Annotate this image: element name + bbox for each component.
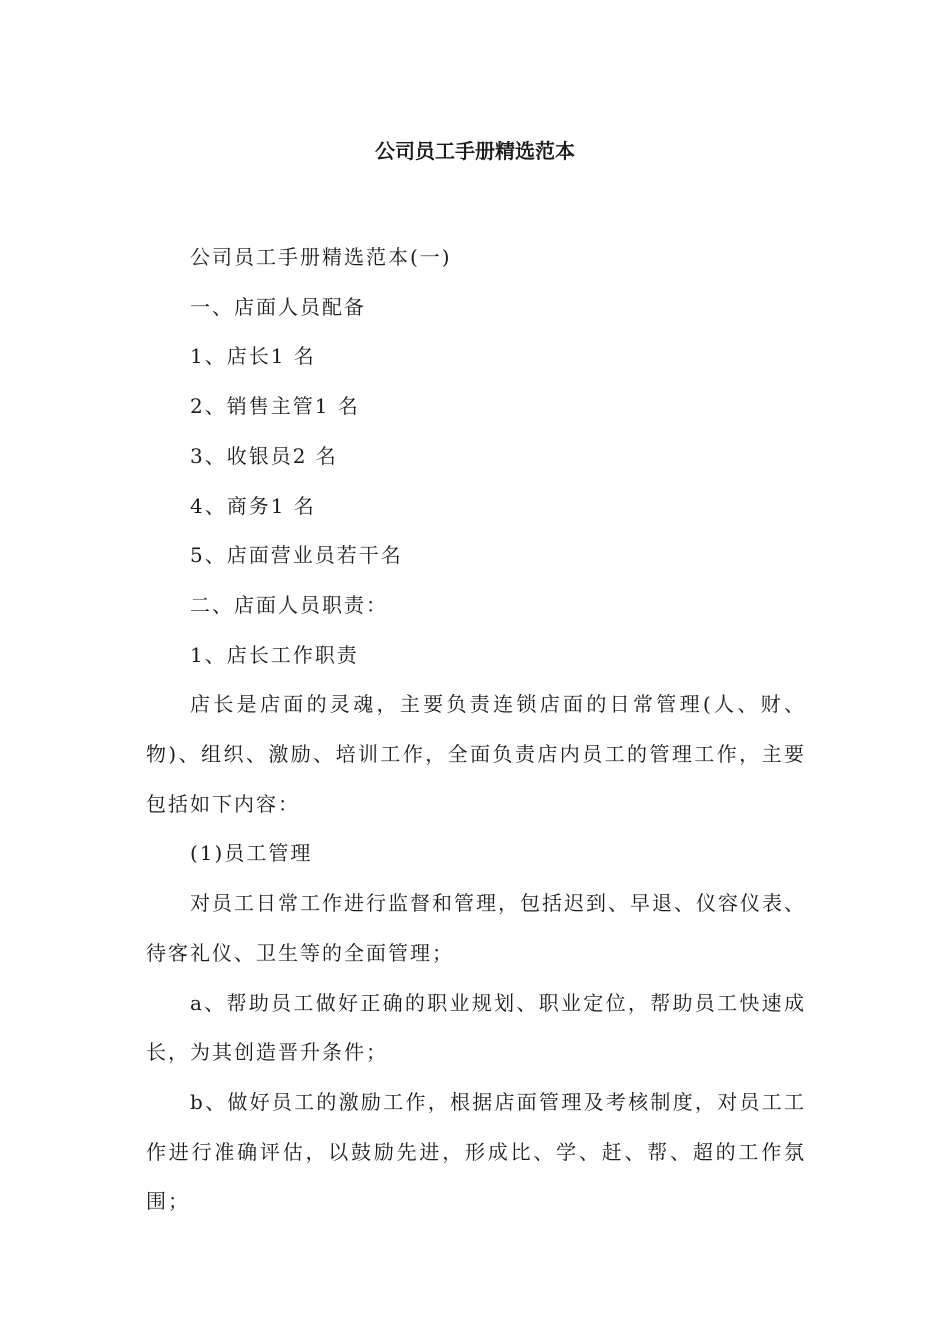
paragraph: 对员工日常工作进行监督和管理，包括迟到、早退、仪容仪表、待客礼仪、卫生等的全面管理； [146,891,806,965]
paragraph: 1、店长1 名 [190,344,316,369]
paragraph: 店长是店面的灵魂，主要负责连锁店面的日常管理(人、财、物)、组织、激励、培训工作，全面负责店内员工的管理工作，主要包括如下内容： [146,692,806,816]
paragraph: 公司员工手册精选范本(一) [190,245,452,269]
paragraph: 3、收银员2 名 [190,443,338,468]
paragraph: (1)员工管理 [190,841,313,866]
document-body [146,233,806,1227]
paragraph: b、做好员工的激励工作，根据店面管理及考核制度，对员工工作进行准确评估，以鼓励先进，形成比、学、赶、帮、超的工作氛围； [146,1089,806,1214]
paragraph: 2、销售主管1 名 [190,394,360,419]
paragraph: 二、店面人员职责： [190,592,388,617]
paragraph: a、帮助员工做好正确的职业规划、职业定位，帮助员工快速成长，为其创造晋升条件； [146,990,806,1065]
paragraph: 4、商务1 名 [190,493,316,518]
paragraph: 5、店面营业员若干名 [190,543,403,568]
document-title: 公司员工手册精选范本 [375,139,575,163]
paragraph: 1、店长工作职责 [190,642,359,667]
paragraph: 一、店面人员配备 [190,294,366,319]
